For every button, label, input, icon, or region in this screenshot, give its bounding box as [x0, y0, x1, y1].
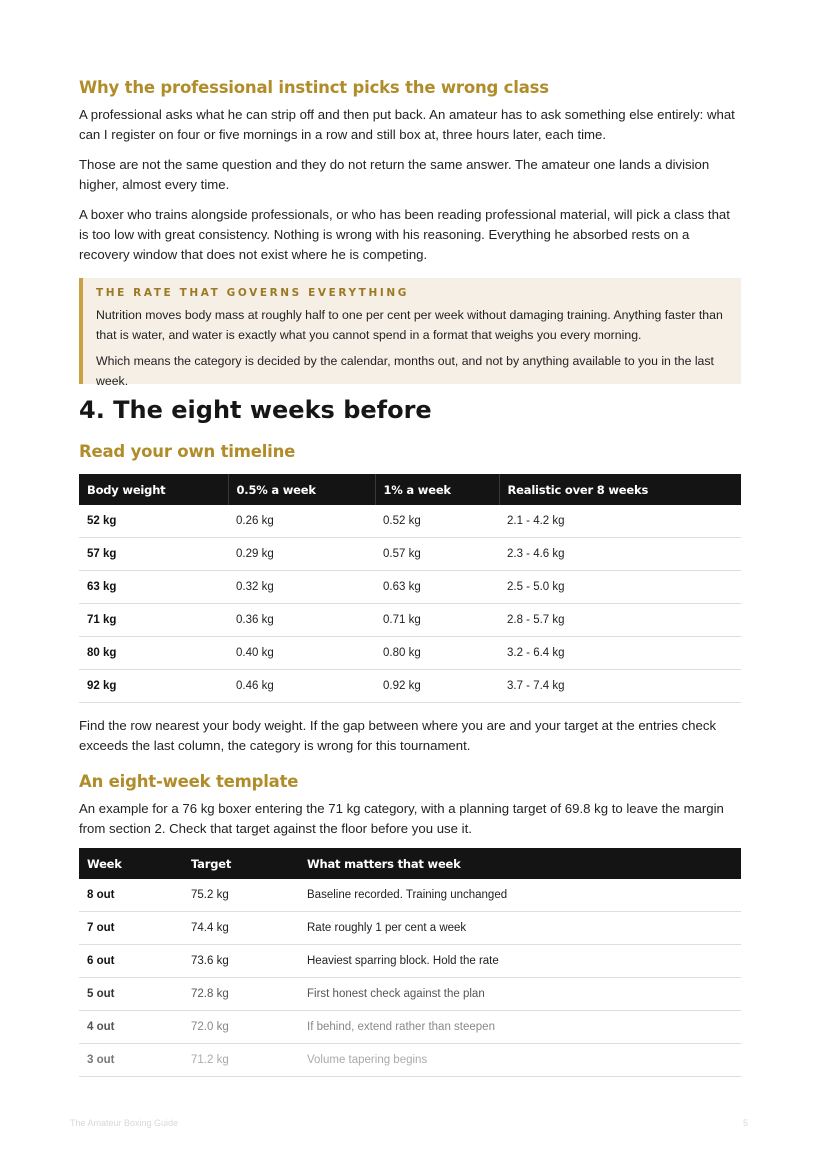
callout-paragraph: Which means the category is decided by the calendar, months out, and not by anything available to you in the last week.	[96, 354, 714, 388]
table-cell: 0.80 kg	[375, 637, 499, 670]
table-row	[79, 571, 741, 604]
table-row	[79, 978, 741, 1011]
table-row	[79, 912, 741, 945]
table-cell: First honest check against the plan	[299, 978, 741, 1011]
table-cell: Volume tapering begins	[299, 1044, 741, 1077]
eight-week-template-table	[79, 848, 741, 1077]
column-header: 1% a week	[375, 474, 499, 505]
table-cell: 8 out	[79, 879, 183, 912]
table-cell: 4 out	[79, 1011, 183, 1044]
table-cell: 74.4 kg	[183, 912, 299, 945]
table-cell: 72.8 kg	[183, 978, 299, 1011]
table-cell: 63 kg	[79, 571, 228, 604]
table-cell: Heaviest sparring block. Hold the rate	[299, 945, 741, 978]
table-cell: 73.6 kg	[183, 945, 299, 978]
table-cell: 0.32 kg	[228, 571, 375, 604]
callout-paragraph: Nutrition moves body mass at roughly half to one per cent per week without damaging training. Anything faster than that is water, and water is exactly what you cannot spend in a format that weighs you every morning.	[96, 308, 723, 342]
table-header-row	[79, 474, 741, 505]
footer-book-title: The Amateur Boxing Guide	[70, 1118, 179, 1128]
table-cell: 7 out	[79, 912, 183, 945]
table-cell: 57 kg	[79, 538, 228, 571]
table-row	[79, 945, 741, 978]
table-cell: 0.46 kg	[228, 670, 375, 703]
callout-box	[79, 278, 741, 388]
table-cell: 0.92 kg	[375, 670, 499, 703]
section-heading-timeline: Read your own timeline	[79, 442, 296, 461]
table-cell: 72.0 kg	[183, 1011, 299, 1044]
table-row	[79, 505, 741, 538]
paragraph: A professional asks what he can strip off and then put back. An amateur has to ask something else entirely: what can I register on four or five mornings in a row and still box at, three hours later, each time.	[79, 107, 735, 142]
paragraph: A boxer who trains alongside professionals, or who has been reading professional material, will pick a class that is too low with great consistency. Nothing is wrong with his reasoning. Everything he absorbed rests on a recovery window that does not exist where he is competing.	[79, 207, 730, 262]
paragraph: Find the row nearest your body weight. If the gap between where you are and your target at the entries check exceeds the last column, the category is wrong for this tournament.	[79, 718, 717, 753]
table-cell: 75.2 kg	[183, 879, 299, 912]
table-cell: Rate roughly 1 per cent a week	[299, 912, 741, 945]
table-row	[79, 1011, 741, 1044]
paragraph: Those are not the same question and they do not return the same answer. The amateur one lands a division higher, almost every time.	[79, 157, 710, 192]
table-cell: 0.36 kg	[228, 604, 375, 637]
table-cell: 0.57 kg	[375, 538, 499, 571]
table-cell: 0.40 kg	[228, 637, 375, 670]
column-header: Target	[183, 848, 299, 879]
paragraph: An example for a 76 kg boxer entering the 71 kg category, with a planning target of 69.8 kg to leave the margin from section 2. Check that target against the floor before you use it.	[79, 801, 724, 836]
table-row	[79, 637, 741, 670]
column-header: Body weight	[79, 474, 228, 505]
table-cell: 0.71 kg	[375, 604, 499, 637]
table-cell: 6 out	[79, 945, 183, 978]
table-row	[79, 604, 741, 637]
table-cell: 0.63 kg	[375, 571, 499, 604]
table-header-row	[79, 848, 741, 879]
table-cell: 0.52 kg	[375, 505, 499, 538]
table-cell: 71 kg	[79, 604, 228, 637]
table-cell: 80 kg	[79, 637, 228, 670]
table-cell: 2.1 - 4.2 kg	[499, 505, 741, 538]
table-cell: 3 out	[79, 1044, 183, 1077]
table-cell: 3.2 - 6.4 kg	[499, 637, 741, 670]
table-row	[79, 670, 741, 703]
table-cell: 0.29 kg	[228, 538, 375, 571]
section-heading-professional-instinct: Why the professional instinct picks the wrong class	[79, 78, 549, 97]
column-header: Realistic over 8 weeks	[499, 474, 741, 505]
column-header: Week	[79, 848, 183, 879]
column-header: What matters that week	[299, 848, 741, 879]
table-cell: 92 kg	[79, 670, 228, 703]
table-cell: 2.8 - 5.7 kg	[499, 604, 741, 637]
table-cell: 71.2 kg	[183, 1044, 299, 1077]
section-heading-eight-week-template: An eight-week template	[79, 772, 299, 791]
table-cell: Baseline recorded. Training unchanged	[299, 879, 741, 912]
table-cell: 52 kg	[79, 505, 228, 538]
table-row	[79, 1044, 741, 1077]
table-row	[79, 538, 741, 571]
weight-loss-rate-table	[79, 474, 741, 703]
table-cell: 2.3 - 4.6 kg	[499, 538, 741, 571]
chapter-title: 4. The eight weeks before	[79, 396, 432, 424]
table-cell: 3.7 - 7.4 kg	[499, 670, 741, 703]
callout-title: THE RATE THAT GOVERNS EVERYTHING	[96, 287, 409, 299]
table-cell: 0.26 kg	[228, 505, 375, 538]
table-cell: 2.5 - 5.0 kg	[499, 571, 741, 604]
table-cell: If behind, extend rather than steepen	[299, 1011, 741, 1044]
column-header: 0.5% a week	[228, 474, 375, 505]
footer-page-number: 5	[742, 1118, 748, 1128]
table-cell: 5 out	[79, 978, 183, 1011]
table-row	[79, 879, 741, 912]
